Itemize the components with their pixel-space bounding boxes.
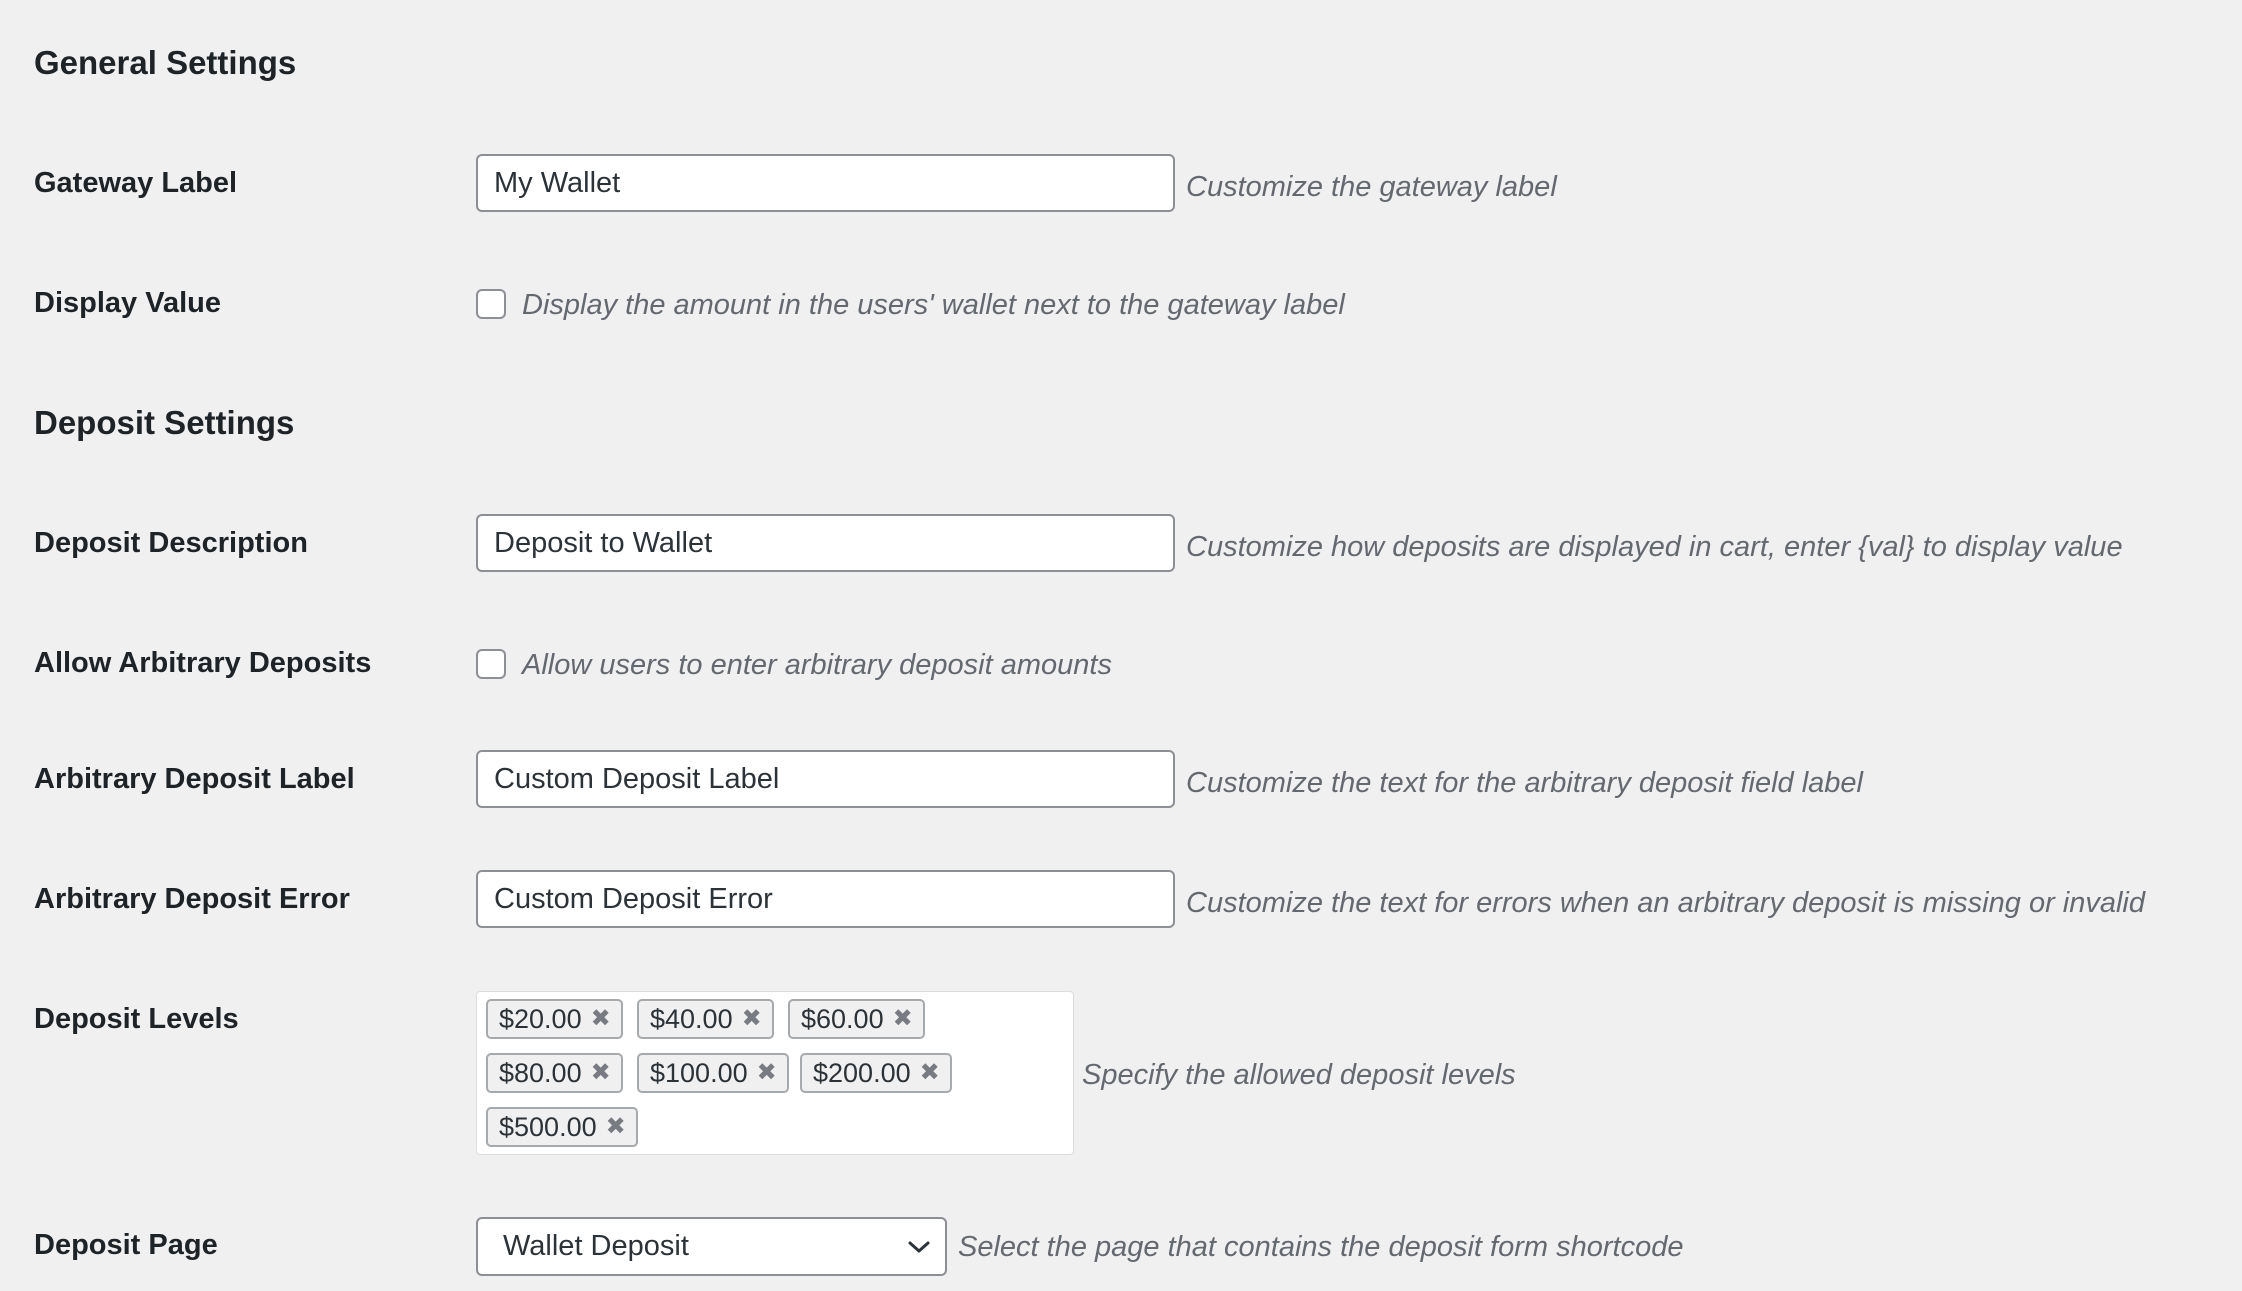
deposit-levels-description: Specify the allowed deposit levels [1082, 1059, 1516, 1091]
x-icon[interactable]: ✖ [590, 1059, 611, 1086]
deposit-page-label: Deposit Page [34, 1229, 218, 1261]
arbitrary-deposit-error-description: Customize the text for errors when an arbitrary deposit is missing or invalid [1186, 887, 2145, 919]
chevron-down-icon [907, 1239, 931, 1255]
deposit-level-value: $200.00 [813, 1057, 911, 1088]
arbitrary-deposit-error-input[interactable] [476, 870, 1175, 928]
deposit-level-value: $20.00 [499, 1003, 582, 1034]
display-value-description: Display the amount in the users' wallet next to the gateway label [522, 289, 1345, 321]
deposit-level-tag [637, 999, 774, 1039]
deposit-level-tag [486, 1053, 623, 1093]
deposit-description-label: Deposit Description [34, 527, 308, 559]
deposit-level-value: $40.00 [650, 1003, 733, 1034]
deposit-level-tag [486, 999, 623, 1039]
deposit-level-tag [800, 1053, 952, 1093]
x-icon[interactable]: ✖ [741, 1005, 762, 1032]
deposit-settings-heading: Deposit Settings [34, 404, 295, 441]
deposit-page-select[interactable] [476, 1217, 947, 1276]
arbitrary-deposit-label-label: Arbitrary Deposit Label [34, 763, 355, 795]
display-value-label: Display Value [34, 287, 221, 319]
arbitrary-deposit-label-input[interactable] [476, 750, 1175, 808]
x-icon[interactable]: ✖ [756, 1059, 777, 1086]
x-icon[interactable]: ✖ [919, 1059, 940, 1086]
deposit-level-tag [788, 999, 925, 1039]
x-icon[interactable]: ✖ [590, 1005, 611, 1032]
deposit-levels-label: Deposit Levels [34, 1003, 239, 1035]
deposit-level-value: $500.00 [499, 1111, 597, 1142]
allow-arbitrary-deposits-description: Allow users to enter arbitrary deposit amounts [522, 649, 1112, 681]
x-icon[interactable]: ✖ [605, 1113, 626, 1140]
deposit-level-tag [486, 1107, 638, 1147]
general-settings-heading: General Settings [34, 44, 297, 81]
allow-arbitrary-deposits-label: Allow Arbitrary Deposits [34, 647, 372, 679]
deposit-page-selected-value: Wallet Deposit [503, 1230, 689, 1262]
allow-arbitrary-deposits-checkbox[interactable] [476, 649, 506, 679]
arbitrary-deposit-error-label: Arbitrary Deposit Error [34, 883, 350, 915]
gateway-label-label: Gateway Label [34, 167, 238, 199]
deposit-level-value: $100.00 [650, 1057, 748, 1088]
deposit-level-value: $60.00 [801, 1003, 884, 1034]
deposit-description-input[interactable] [476, 514, 1175, 572]
deposit-description-description: Customize how deposits are displayed in cart, enter {val} to display value [1186, 531, 2123, 563]
display-value-checkbox[interactable] [476, 289, 506, 319]
deposit-level-tag [637, 1053, 789, 1093]
deposit-levels-tag-input[interactable] [476, 991, 1074, 1155]
x-icon[interactable]: ✖ [892, 1005, 913, 1032]
deposit-level-value: $80.00 [499, 1057, 582, 1088]
gateway-label-description: Customize the gateway label [1186, 171, 1557, 203]
gateway-label-input[interactable] [476, 154, 1175, 212]
deposit-page-description: Select the page that contains the deposit form shortcode [958, 1231, 1684, 1263]
arbitrary-deposit-label-description: Customize the text for the arbitrary deposit field label [1186, 767, 1863, 799]
